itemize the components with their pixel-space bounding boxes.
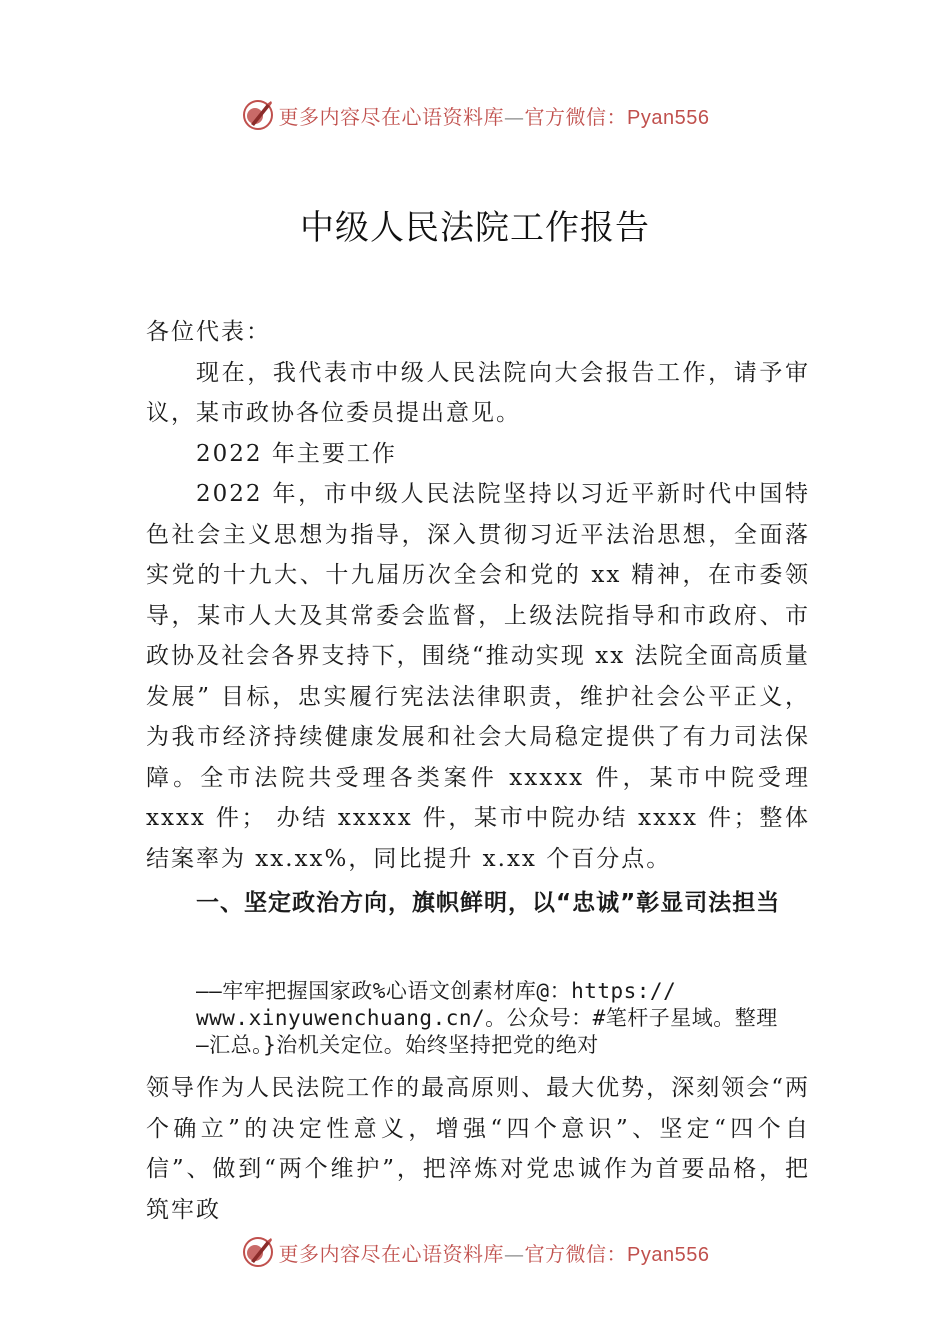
watermark-text-block bbox=[196, 978, 836, 1059]
salutation: 各位代表： bbox=[146, 319, 271, 345]
document-title: 中级人民法院工作报告 bbox=[300, 208, 650, 248]
pen-logo-icon bbox=[241, 98, 275, 132]
header-banner bbox=[0, 95, 950, 135]
mono-line-3: —汇总。}治机关定位。始终坚持把党的绝对 bbox=[196, 1033, 599, 1057]
footer-banner bbox=[0, 1232, 950, 1272]
document-body bbox=[146, 312, 810, 924]
summary-paragraph: 2022 年，市中级人民法院坚持以习近平新时代中国特色社会主义思想为指导，深入贯彻习近平法治思想，全面落实党的十九大、十九届历次全会和党的 xx 精神，在市委领导，某市人大及其常委会监督，上级法院指导和市政府、市政协及社会各界支持下，围绕“推动实现 xx 法院全面高质量发展” 目标，忠实履行宪法法律职责，维护社会公平正义，为我市经济持续健康发展和社会大局稳定提供了有力司法保障。全市法院共受理各类案件 xxxxx 件，某市中院受理 xxxx 件； 办结 xxxxx 件，某市中院办结 xxxx 件；整体结案率为 xx.xx%，同比提升 x.xx 个百分点。 bbox=[146, 481, 810, 872]
section-heading-1: 一、坚定政治方向，旗帜鲜明，以“忠诚”彰显司法担当 bbox=[196, 890, 781, 916]
section-label: 2022 年主要工作 bbox=[196, 440, 397, 467]
continuation-body bbox=[146, 1068, 810, 1230]
banner-text: 更多内容尽在心语资料库—官方微信：Pyan556 bbox=[278, 104, 710, 129]
continuation-paragraph: 领导作为人民法院工作的最高原则、最大优势，深刻领会“两个确立”的决定性意义，增强“四个意识”、坚定“四个自信”、做到“两个维护”，把淬炼对党忠诚作为首要品格，把筑牢政 bbox=[146, 1075, 810, 1223]
pen-logo-icon bbox=[241, 1235, 275, 1269]
mono-line-2: www.xinyuwenchuang.cn/。公众号：#笔杆子星域。整理 bbox=[196, 1006, 778, 1030]
banner-text: 更多内容尽在心语资料库—官方微信：Pyan556 bbox=[278, 1241, 710, 1266]
intro-paragraph: 现在，我代表市中级人民法院向大会报告工作，请予审议，某市政协各位委员提出意见。 bbox=[146, 359, 810, 426]
mono-line-1: ——牢牢把握国家政%心语文创素材库@：https:// bbox=[196, 979, 677, 1003]
